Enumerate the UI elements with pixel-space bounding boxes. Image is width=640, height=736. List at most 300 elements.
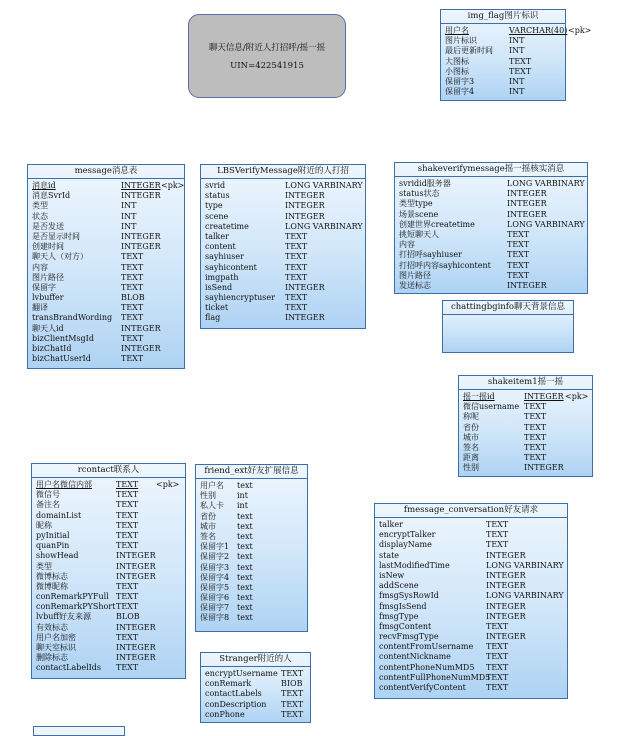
column-name: 微信号 xyxy=(36,490,60,500)
column-type: TEXT xyxy=(285,272,308,282)
column-type: TEXT xyxy=(121,303,144,313)
table-row[interactable] xyxy=(36,653,185,663)
column-type: text xyxy=(237,582,253,592)
table-body xyxy=(196,479,307,624)
column-name: 内容 xyxy=(399,240,415,250)
table-title: shakeverifymessage摇一摇核实消息 xyxy=(395,163,587,177)
column-name: 是否发送 xyxy=(32,221,64,231)
column-name: 保留字8 xyxy=(200,613,230,623)
column-type: text xyxy=(237,613,253,623)
table-row[interactable] xyxy=(399,230,587,240)
table-row[interactable] xyxy=(463,433,592,443)
table-row[interactable] xyxy=(205,191,365,201)
table-row[interactable] xyxy=(205,263,365,273)
table-row[interactable] xyxy=(32,303,184,313)
column-name: conRemark xyxy=(205,679,252,689)
table-rcontact[interactable] xyxy=(31,463,186,679)
column-type: TEXT xyxy=(285,303,308,313)
column-name: 翻译 xyxy=(32,303,48,313)
column-name: 用户名微信内部 xyxy=(36,480,92,489)
column-type: int xyxy=(237,491,248,501)
column-name: bizChatUserId xyxy=(32,354,91,364)
column-name: quanPin xyxy=(36,541,70,551)
column-type: INTEGER xyxy=(121,344,161,353)
table-row[interactable] xyxy=(399,220,587,230)
column-type: TEXT xyxy=(486,662,509,672)
table-stranger[interactable] xyxy=(200,652,311,723)
column-name: 保留字6 xyxy=(200,593,230,603)
table-row[interactable] xyxy=(399,179,587,189)
table-row[interactable] xyxy=(205,679,310,689)
column-type: TEXT xyxy=(116,520,139,530)
column-name: 图片标识 xyxy=(445,36,477,46)
table-row[interactable] xyxy=(379,602,567,612)
table-row[interactable] xyxy=(36,531,185,541)
table-row[interactable] xyxy=(36,602,185,612)
table-row[interactable] xyxy=(200,583,307,593)
column-type: TEXT xyxy=(116,581,139,591)
column-name: 创建世界createtime xyxy=(399,219,475,229)
table-row[interactable] xyxy=(32,222,184,232)
column-type: INTEGER xyxy=(116,551,156,561)
column-name: 打招呼sayhiuser xyxy=(399,250,462,260)
column-name: 消息SvrId xyxy=(32,191,71,201)
table-row[interactable] xyxy=(205,700,310,710)
table-row[interactable] xyxy=(379,673,567,683)
table-row[interactable] xyxy=(463,402,592,412)
column-type: TEXT xyxy=(116,490,139,500)
table-row[interactable] xyxy=(399,250,587,260)
column-type: TEXT xyxy=(507,260,530,270)
column-type: TEXT xyxy=(121,252,144,262)
table-row[interactable] xyxy=(200,593,307,603)
column-type: text xyxy=(237,521,253,531)
table-row[interactable] xyxy=(205,283,365,293)
column-type: TEXT xyxy=(524,442,547,452)
table-title: message消息表 xyxy=(28,165,184,179)
table-row[interactable] xyxy=(445,26,592,36)
table-row[interactable] xyxy=(36,623,185,633)
column-type: BLOB xyxy=(121,293,145,303)
table-row[interactable] xyxy=(36,562,185,572)
column-name: 消息id xyxy=(32,181,56,190)
column-type: text xyxy=(237,542,253,552)
column-type: TEXT xyxy=(281,669,304,678)
table-row[interactable] xyxy=(32,313,184,323)
column-type: TEXT xyxy=(524,453,547,463)
column-name: imgpath xyxy=(205,272,239,282)
column-type: TEXT xyxy=(486,530,509,540)
column-name: fmsgType xyxy=(379,611,419,621)
column-name: 城市 xyxy=(200,521,216,531)
table-row[interactable] xyxy=(205,232,365,242)
column-name: fmsgContent xyxy=(379,621,432,631)
table-row[interactable] xyxy=(200,563,307,573)
column-name: lastModifiedTime xyxy=(379,560,450,570)
column-name: 城市 xyxy=(463,432,479,442)
column-type: INTEGER xyxy=(507,280,547,290)
table-title: shakeitem1摇一摇 xyxy=(459,376,592,390)
table-row[interactable] xyxy=(379,540,567,550)
table-row[interactable] xyxy=(445,87,565,97)
column-type: INTEGER xyxy=(116,561,156,571)
table-row[interactable] xyxy=(379,683,567,693)
table-body xyxy=(201,667,310,720)
table-row[interactable] xyxy=(205,212,365,222)
table-row[interactable] xyxy=(399,261,587,271)
column-type: TEXT xyxy=(509,56,532,66)
column-type: TEXT xyxy=(281,689,304,699)
column-name: fmsgIsSend xyxy=(379,601,427,611)
column-type: TEXT xyxy=(509,66,532,76)
column-name: 保留字1 xyxy=(200,542,230,552)
table-row[interactable] xyxy=(200,501,307,511)
column-name: 称呢 xyxy=(463,412,479,422)
table-title: fmessage_conversation好友请求 xyxy=(375,504,567,518)
table-body xyxy=(201,179,365,324)
table-row[interactable] xyxy=(32,273,184,283)
table-row[interactable] xyxy=(379,612,567,622)
column-type: TEXT xyxy=(486,652,509,662)
table-row[interactable] xyxy=(379,663,567,673)
column-name: recvFmsgType xyxy=(379,632,439,642)
column-name: isNew xyxy=(379,570,405,580)
table-row[interactable] xyxy=(445,67,565,77)
column-name: flag xyxy=(205,313,221,323)
column-name: 聊天室标识 xyxy=(36,643,76,652)
column-type: INT xyxy=(121,221,137,231)
table-row[interactable] xyxy=(36,612,185,622)
table-row[interactable] xyxy=(200,613,307,623)
table-row[interactable] xyxy=(200,603,307,613)
column-name: createtime xyxy=(205,221,249,231)
column-type: INTEGER xyxy=(121,181,161,190)
column-type: INT xyxy=(121,211,137,221)
table-row[interactable] xyxy=(32,263,184,273)
column-name: 保留字3 xyxy=(200,562,230,572)
table-row[interactable] xyxy=(36,511,185,521)
column-name: isSend xyxy=(205,282,233,292)
table-row[interactable] xyxy=(445,36,565,46)
table-row[interactable] xyxy=(445,77,565,87)
column-name: contentVerifyContent xyxy=(379,683,466,692)
column-name: 摇一摇id xyxy=(463,392,495,401)
table-shake-verify-message[interactable] xyxy=(394,162,588,294)
table-row[interactable] xyxy=(205,669,310,679)
column-type: INTEGER xyxy=(121,242,161,252)
table-row[interactable] xyxy=(205,181,365,191)
table-row[interactable] xyxy=(205,293,365,303)
table-row[interactable] xyxy=(379,520,567,530)
column-name: 状态 xyxy=(32,211,48,221)
column-type: INT xyxy=(509,46,525,56)
column-name: 省份 xyxy=(463,422,479,432)
table-row[interactable] xyxy=(36,551,185,561)
table-row[interactable] xyxy=(36,541,185,551)
column-name: 聊天人id xyxy=(32,323,64,333)
column-type: INTEGER xyxy=(285,191,325,201)
table-row[interactable] xyxy=(205,710,310,720)
column-name: 保留字3 xyxy=(445,76,475,86)
column-type: LONG VARBINARY xyxy=(285,181,363,190)
column-type: INT xyxy=(121,201,137,211)
table-row[interactable] xyxy=(399,271,587,281)
table-row[interactable] xyxy=(200,542,307,552)
column-type: TEXT xyxy=(486,520,509,529)
table-row[interactable] xyxy=(36,521,185,531)
column-name: 私人卡 xyxy=(200,501,224,511)
column-name: talker xyxy=(205,231,229,241)
table-row[interactable] xyxy=(32,252,184,262)
column-name: lvbuffer xyxy=(32,293,64,303)
column-type: TEXT xyxy=(507,270,530,280)
table-row[interactable] xyxy=(399,281,587,291)
column-name: domainList xyxy=(36,510,82,520)
column-type: int xyxy=(237,501,248,511)
column-type: TEXT xyxy=(116,632,139,642)
column-name: displayName xyxy=(379,540,432,550)
column-name: showHead xyxy=(36,551,79,561)
column-type: TEXT xyxy=(121,262,144,272)
table-body xyxy=(375,518,567,693)
table-friend-ext[interactable] xyxy=(195,464,308,632)
column-name: conRemarkPYFull xyxy=(36,592,109,602)
column-type: TEXT xyxy=(116,530,139,540)
column-type: INTEGER xyxy=(285,201,325,211)
column-name: 性别 xyxy=(200,491,216,501)
column-name: status xyxy=(205,191,230,201)
table-row[interactable] xyxy=(399,199,587,209)
column-name: contentNickname xyxy=(379,652,451,662)
column-type: INTEGER xyxy=(486,601,526,611)
table-row[interactable] xyxy=(463,443,592,453)
column-name: contactLabelIds xyxy=(36,663,102,673)
column-type: text xyxy=(237,552,253,562)
table-row[interactable] xyxy=(205,273,365,283)
column-name: 挑短聊天人 xyxy=(399,229,439,239)
column-type: INTEGER xyxy=(486,570,526,580)
column-name: 大图标 xyxy=(445,56,469,66)
table-row[interactable] xyxy=(205,201,365,211)
column-name: 发送标志 xyxy=(399,280,431,290)
table-row[interactable] xyxy=(379,530,567,540)
table-row[interactable] xyxy=(32,324,184,334)
column-type: INTEGER xyxy=(486,581,526,591)
column-type: VARCHAR(40) xyxy=(509,26,568,35)
table-row[interactable] xyxy=(379,632,567,642)
column-type: TEXT xyxy=(486,683,509,692)
table-row[interactable] xyxy=(36,582,185,592)
table-row[interactable] xyxy=(205,313,365,323)
column-name: 删除标志 xyxy=(36,653,68,663)
column-name: contentFromUsername xyxy=(379,642,474,652)
column-type: LONG VARBINARY xyxy=(507,179,585,188)
table-row[interactable] xyxy=(36,490,185,500)
column-type: TEXT xyxy=(285,293,308,303)
table-fmessage-conversation[interactable] xyxy=(374,503,568,699)
column-name: contentFullPhoneNumMD5 xyxy=(379,672,491,682)
table-title: LBSVerifyMessage附近的人打招 xyxy=(201,165,365,179)
table-row[interactable] xyxy=(200,512,307,522)
table-row[interactable] xyxy=(379,581,567,591)
column-type: TEXT xyxy=(507,240,530,250)
table-row[interactable] xyxy=(200,532,307,542)
table-row[interactable] xyxy=(32,293,184,303)
table-lbs-verify-message[interactable] xyxy=(200,164,366,329)
column-name: bizClientMsgId xyxy=(32,333,94,343)
table-row[interactable] xyxy=(200,552,307,562)
column-name: 图片路径 xyxy=(399,270,431,280)
column-type: TEXT xyxy=(116,663,139,673)
table-img-flag[interactable] xyxy=(440,9,592,101)
table-row[interactable] xyxy=(36,633,185,643)
table-row[interactable] xyxy=(205,689,310,699)
table-row[interactable] xyxy=(32,212,184,222)
primary-key-marker: <pk> xyxy=(156,480,180,489)
table-row[interactable] xyxy=(36,480,185,490)
column-name: fmsgSysRowId xyxy=(379,591,439,601)
column-name: scene xyxy=(205,211,229,221)
column-name: type xyxy=(205,201,223,211)
column-name: 备注名 xyxy=(36,500,60,510)
table-row[interactable] xyxy=(200,522,307,532)
table-row[interactable] xyxy=(32,354,184,364)
table-message[interactable] xyxy=(27,164,185,369)
column-name: 微信username xyxy=(463,402,520,412)
column-type: TEXT xyxy=(285,252,308,262)
table-row[interactable] xyxy=(205,222,365,232)
table-row[interactable] xyxy=(32,201,184,211)
column-name: 打招呼内容sayhicontent xyxy=(399,260,491,270)
table-row[interactable] xyxy=(32,283,184,293)
table-row[interactable] xyxy=(32,181,184,191)
column-name: sayhiuser xyxy=(205,252,244,262)
column-type: INTEGER xyxy=(507,189,547,199)
table-body xyxy=(441,24,592,97)
column-type: TEXT xyxy=(121,282,144,292)
table-row[interactable] xyxy=(379,551,567,561)
column-type: TEXT xyxy=(507,229,530,239)
table-row[interactable] xyxy=(379,642,567,652)
diagram-note xyxy=(188,14,346,98)
table-cut-off xyxy=(33,726,125,736)
column-name: svrid xyxy=(205,181,226,190)
table-row[interactable] xyxy=(463,463,592,473)
primary-key-marker: <pk> xyxy=(565,392,589,401)
table-row[interactable] xyxy=(463,453,592,463)
table-row[interactable] xyxy=(399,189,587,199)
table-body xyxy=(443,315,573,317)
table-row[interactable] xyxy=(200,491,307,501)
column-name: 保留字5 xyxy=(200,582,230,592)
table-row[interactable] xyxy=(32,191,184,201)
column-name: 签名 xyxy=(463,442,479,452)
column-name: sayhicontent xyxy=(205,262,257,272)
table-row[interactable] xyxy=(379,652,567,662)
table-row[interactable] xyxy=(205,303,365,313)
column-name: svridid服务器 xyxy=(399,179,451,188)
column-name: conRemarkPYShort xyxy=(36,602,116,612)
table-row[interactable] xyxy=(445,46,565,56)
column-name: status状态 xyxy=(399,189,440,199)
column-name: 昵称 xyxy=(36,520,52,530)
table-title: img_flag图片标识 xyxy=(441,10,565,24)
column-type: TEXT xyxy=(524,432,547,442)
column-type: INTEGER xyxy=(507,199,547,209)
table-row[interactable] xyxy=(463,412,592,422)
column-name: 距离 xyxy=(463,453,479,463)
table-row[interactable] xyxy=(205,242,365,252)
column-name: 保留字4 xyxy=(445,87,475,97)
table-row[interactable] xyxy=(200,573,307,583)
note-title: 聊天信息/附近人打招呼/摇一摇 xyxy=(208,43,326,53)
table-row[interactable] xyxy=(463,423,592,433)
table-row[interactable] xyxy=(36,643,185,653)
table-row[interactable] xyxy=(36,592,185,602)
column-name: talker xyxy=(379,520,403,529)
column-type: LONG VARBINARY xyxy=(285,221,363,231)
table-row[interactable] xyxy=(36,663,185,673)
column-name: state xyxy=(379,550,400,560)
table-row[interactable] xyxy=(379,561,567,571)
table-row[interactable] xyxy=(32,242,184,252)
column-name: 创建时间 xyxy=(32,242,64,252)
column-type: INTEGER xyxy=(524,463,564,473)
table-chatting-bg-info[interactable] xyxy=(442,300,574,353)
column-name: transBrandWording xyxy=(32,313,113,323)
column-name: ticket xyxy=(205,303,229,313)
column-type: INTEGER xyxy=(116,653,156,663)
table-row[interactable] xyxy=(36,500,185,510)
column-type: TEXT xyxy=(507,250,530,260)
table-row[interactable] xyxy=(379,591,567,601)
column-type: INTEGER xyxy=(486,550,526,560)
table-shake-item[interactable] xyxy=(458,375,593,477)
table-row[interactable] xyxy=(32,232,184,242)
column-name: 场景scene xyxy=(399,209,439,219)
column-type: TEXT xyxy=(486,621,509,631)
column-type: INTEGER xyxy=(121,323,161,333)
column-type: INTEGER xyxy=(486,611,526,621)
table-row[interactable] xyxy=(205,252,365,262)
table-row[interactable] xyxy=(379,622,567,632)
table-row[interactable] xyxy=(399,210,587,220)
column-name: sayhiencryptuser xyxy=(205,293,275,303)
column-name: 聊天人（对方） xyxy=(32,252,88,262)
table-row[interactable] xyxy=(463,392,592,402)
column-type: TEXT xyxy=(121,313,144,323)
column-name: encryptUsername xyxy=(205,669,278,678)
column-name: contactLabels xyxy=(205,689,262,699)
table-body xyxy=(395,177,587,291)
table-row[interactable] xyxy=(200,481,307,491)
table-row[interactable] xyxy=(445,57,565,67)
column-name: pyInitial xyxy=(36,530,70,540)
column-type: TEXT xyxy=(486,540,509,550)
column-type: INTEGER xyxy=(486,632,526,642)
column-name: contentPhoneNumMD5 xyxy=(379,662,475,672)
table-row[interactable] xyxy=(36,572,185,582)
column-name: 保留字2 xyxy=(200,552,230,562)
column-name: 最后更新时间 xyxy=(445,46,493,56)
column-type: TEXT xyxy=(486,642,509,652)
table-row[interactable] xyxy=(399,240,587,250)
column-name: 用户名 xyxy=(200,481,224,490)
table-row[interactable] xyxy=(32,334,184,344)
table-body xyxy=(28,179,184,364)
table-row[interactable] xyxy=(379,571,567,581)
table-row[interactable] xyxy=(32,344,184,354)
